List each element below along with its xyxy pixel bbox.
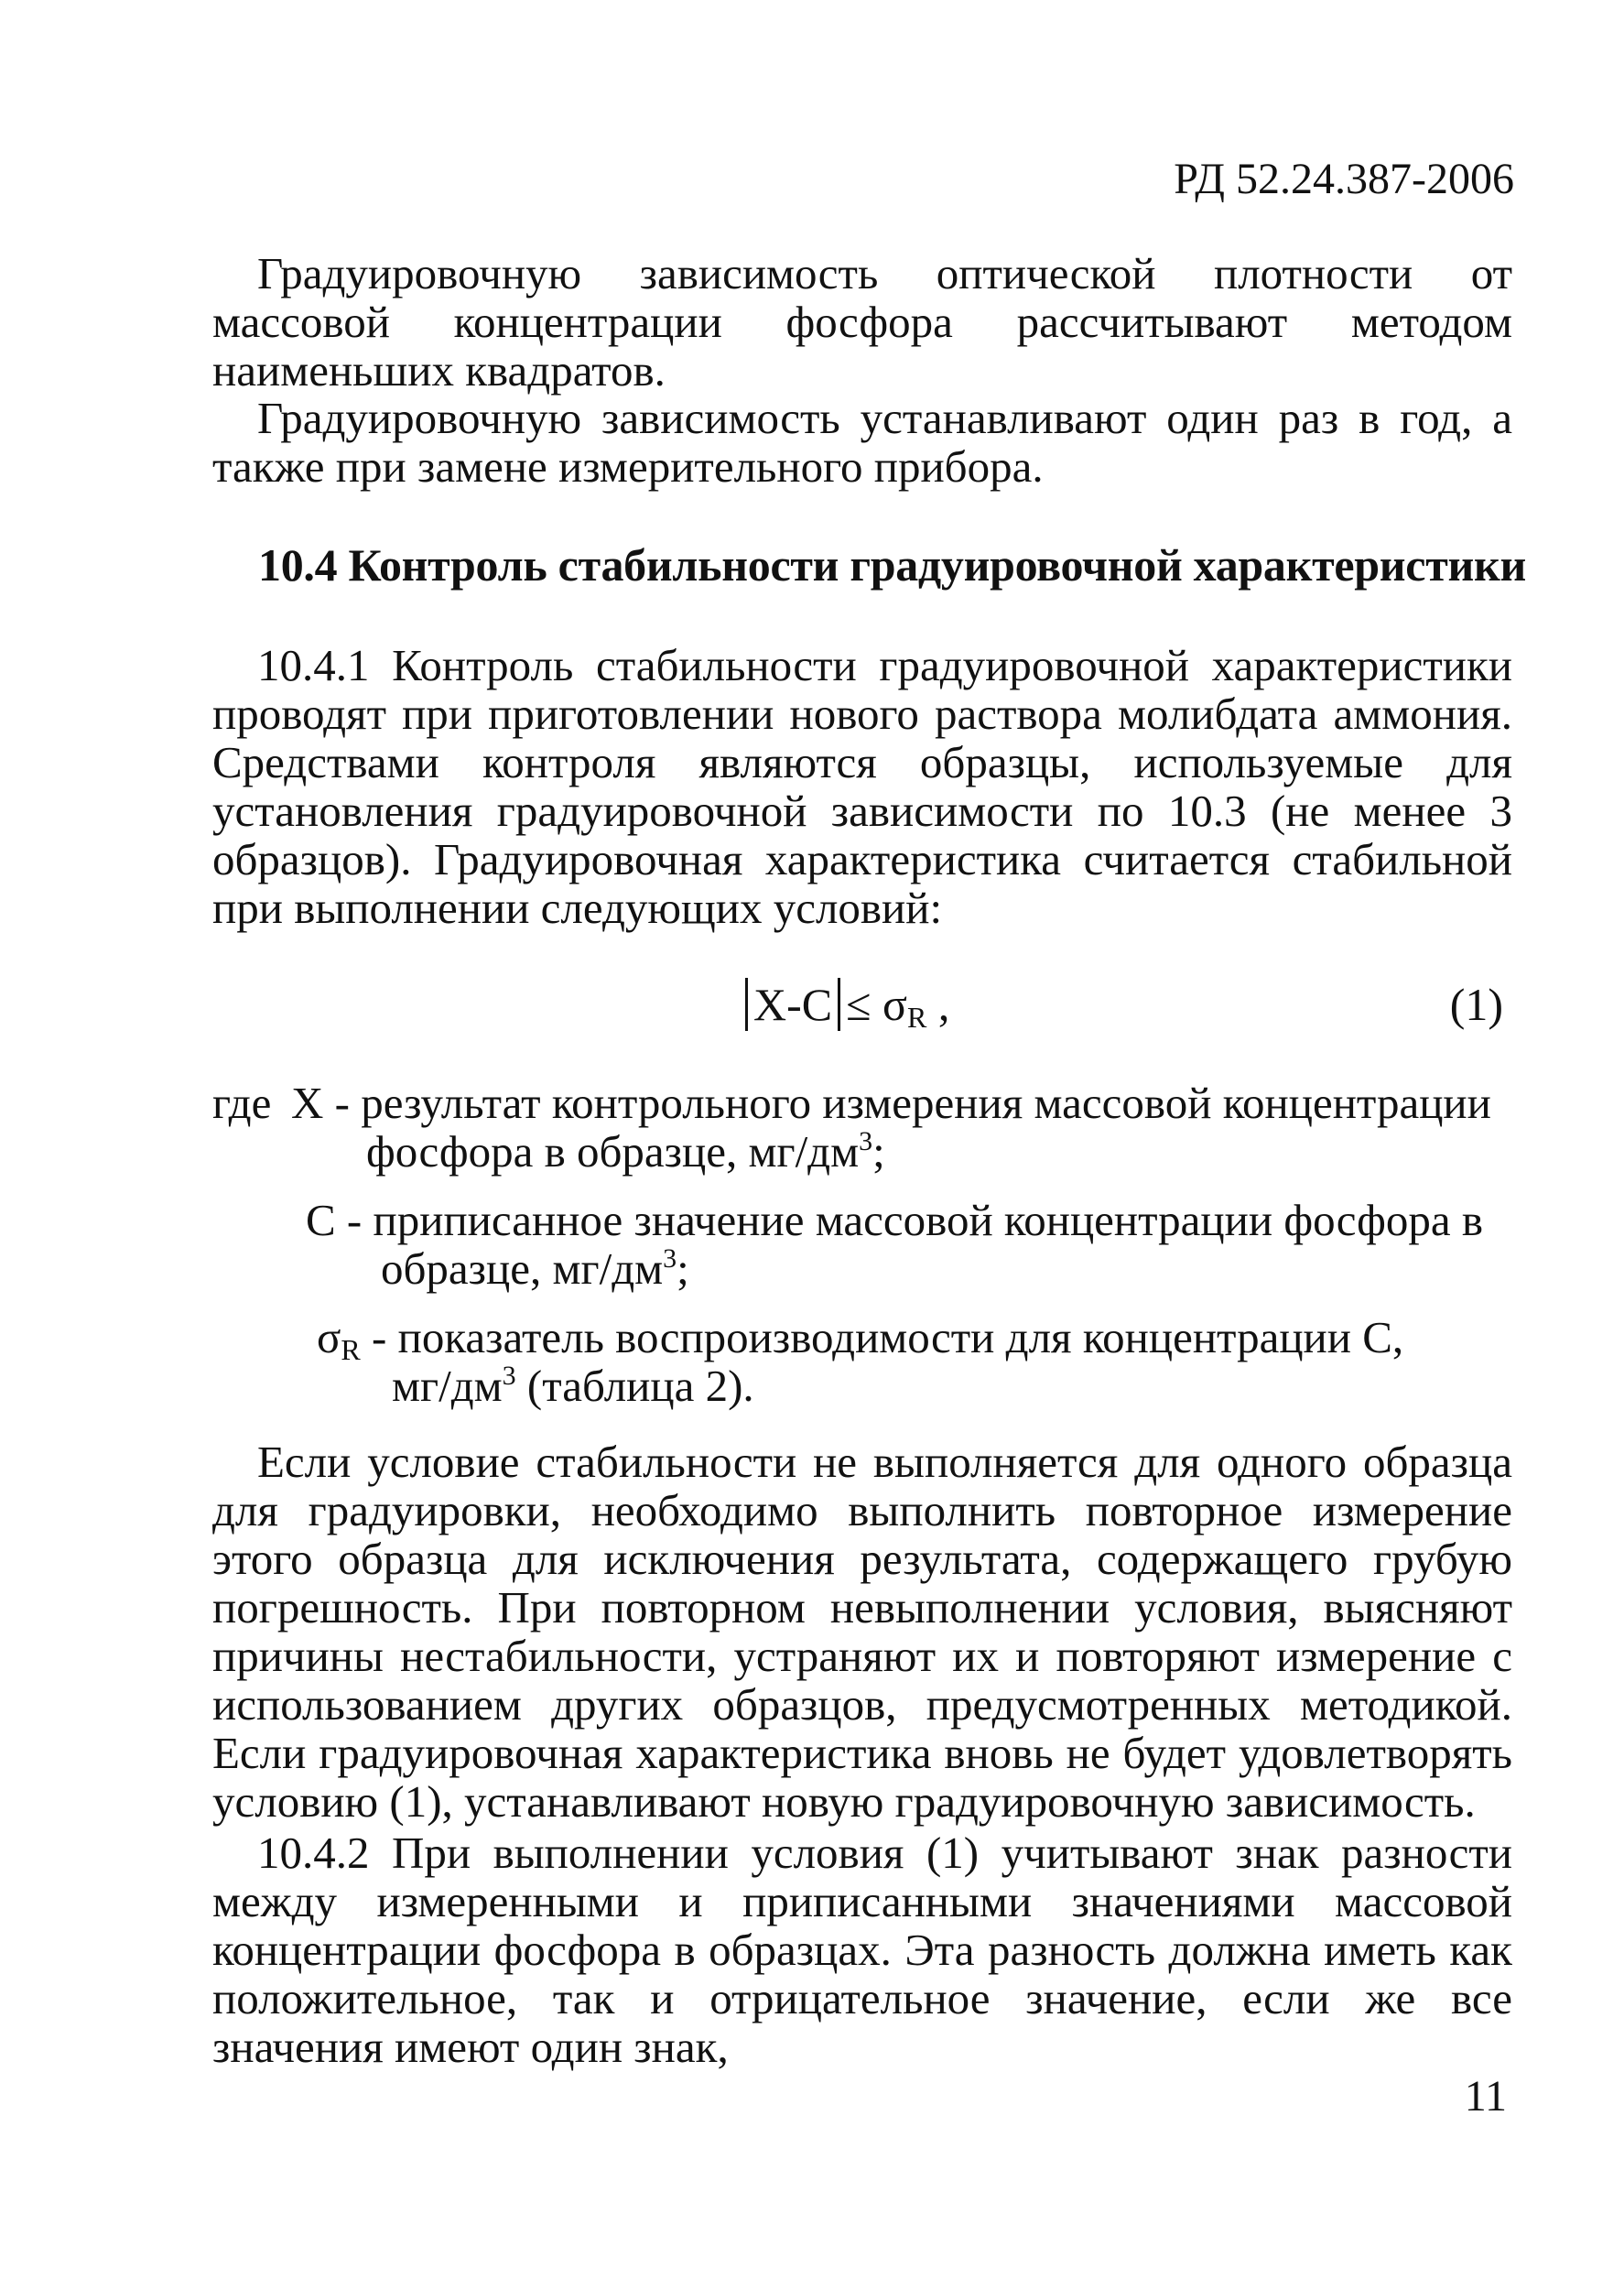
paragraph-10-4-2: 10.4.2 При выполнении условия (1) учитывают знак разности между измеренными и приписанными значениями массовой концентрации фосфора в образцах. Эта разность должна иметь как положительное, так и отрицательное значение, если же все значения имеют один знак, [212, 1828, 1512, 2072]
definition-sigma-text: показатель воспроизводимости для концентрации C, [397, 1312, 1404, 1362]
abs-bar-right [838, 978, 840, 1031]
definition-c-text: приписанное значение массовой концентрации фосфора в [373, 1195, 1484, 1245]
definition-x-text: результат контрольного измерения массовой концентрации [361, 1078, 1491, 1128]
definition-sigma-continuation [291, 1361, 1512, 1410]
formula-tail: , [926, 979, 950, 1030]
formula-relation: ≤ σ [846, 979, 908, 1030]
definition-c-symbol: C - [306, 1195, 363, 1245]
paragraph-instability-handling: Если условие стабильности не выполняется для одного образца для градуировки, необходимо выполнить повторное измерение этого образца для исключения результата, содержащего грубую погрешность. При повторном невыполнении условия, выясняют причины нестабильности, устраняют их и повторяют измерение с использованием других образцов, предусмотренных методикой. Если градуировочная характеристика вновь не будет удовлетворять условию (1), устанавливают новую градуировочную зависимость. [212, 1437, 1512, 1827]
definition-x-symbol: X - [291, 1078, 350, 1128]
superscript-3: 3 [502, 1361, 516, 1391]
paragraph-calibration-method: Градуировочную зависимость оптической плотности от массовой концентрации фосфора рассчитывают методом наименьших квадратов. [212, 248, 1512, 396]
document-code: РД 52.24.387-2006 [1174, 155, 1514, 203]
definition-sigma-reference: (таблица 2). [515, 1361, 754, 1411]
paragraph-calibration-frequency: Градуировочную зависимость устанавливают один раз в год, а также при замене измерительного прибора. [212, 393, 1512, 492]
formula-subscript: R [907, 1001, 927, 1034]
definition-x [212, 1079, 1512, 1176]
paragraph-10-4-1: 10.4.1 Контроль стабильности градуировочной характеристики проводят при приготовлении нового раствора молибдата аммония. Средствами контроля являются образцы, используемые для установления градуировочной зависимости по 10.3 (не менее 3 образцов). Градуировочная характеристика считается стабильной при выполнении следующих условий: [212, 640, 1512, 933]
semicolon: ; [872, 1126, 885, 1177]
definition-sigma-symbol [291, 1312, 387, 1366]
definition-c [212, 1196, 1512, 1293]
formula-number: (1) [1449, 979, 1503, 1030]
semicolon: ; [677, 1243, 689, 1294]
section-heading: 10.4 Контроль стабильности градуировочной характеристики [258, 539, 1526, 591]
superscript-3: 3 [859, 1126, 873, 1156]
definition-sigma [212, 1313, 1512, 1410]
abs-bar-left [745, 978, 748, 1031]
page-number: 11 [1464, 2072, 1507, 2121]
definition-c-unit: образце, мг/дм [381, 1243, 664, 1294]
definition-x-continuation [291, 1127, 1512, 1176]
sigma-symbol: σ [317, 1312, 341, 1362]
superscript-3: 3 [663, 1243, 677, 1274]
definitions-block [212, 1079, 1512, 1410]
formula-lhs: X-C [753, 979, 833, 1030]
definition-x-unit: фосфора в образце, мг/дм [366, 1126, 860, 1177]
definition-sigma-unit: мг/дм [392, 1361, 503, 1411]
definition-c-continuation [291, 1244, 1512, 1293]
formula-stability-condition [740, 978, 950, 1034]
sigma-dash: - [360, 1312, 387, 1362]
sigma-subscript: R [341, 1333, 361, 1366]
where-word: где [212, 1078, 272, 1128]
